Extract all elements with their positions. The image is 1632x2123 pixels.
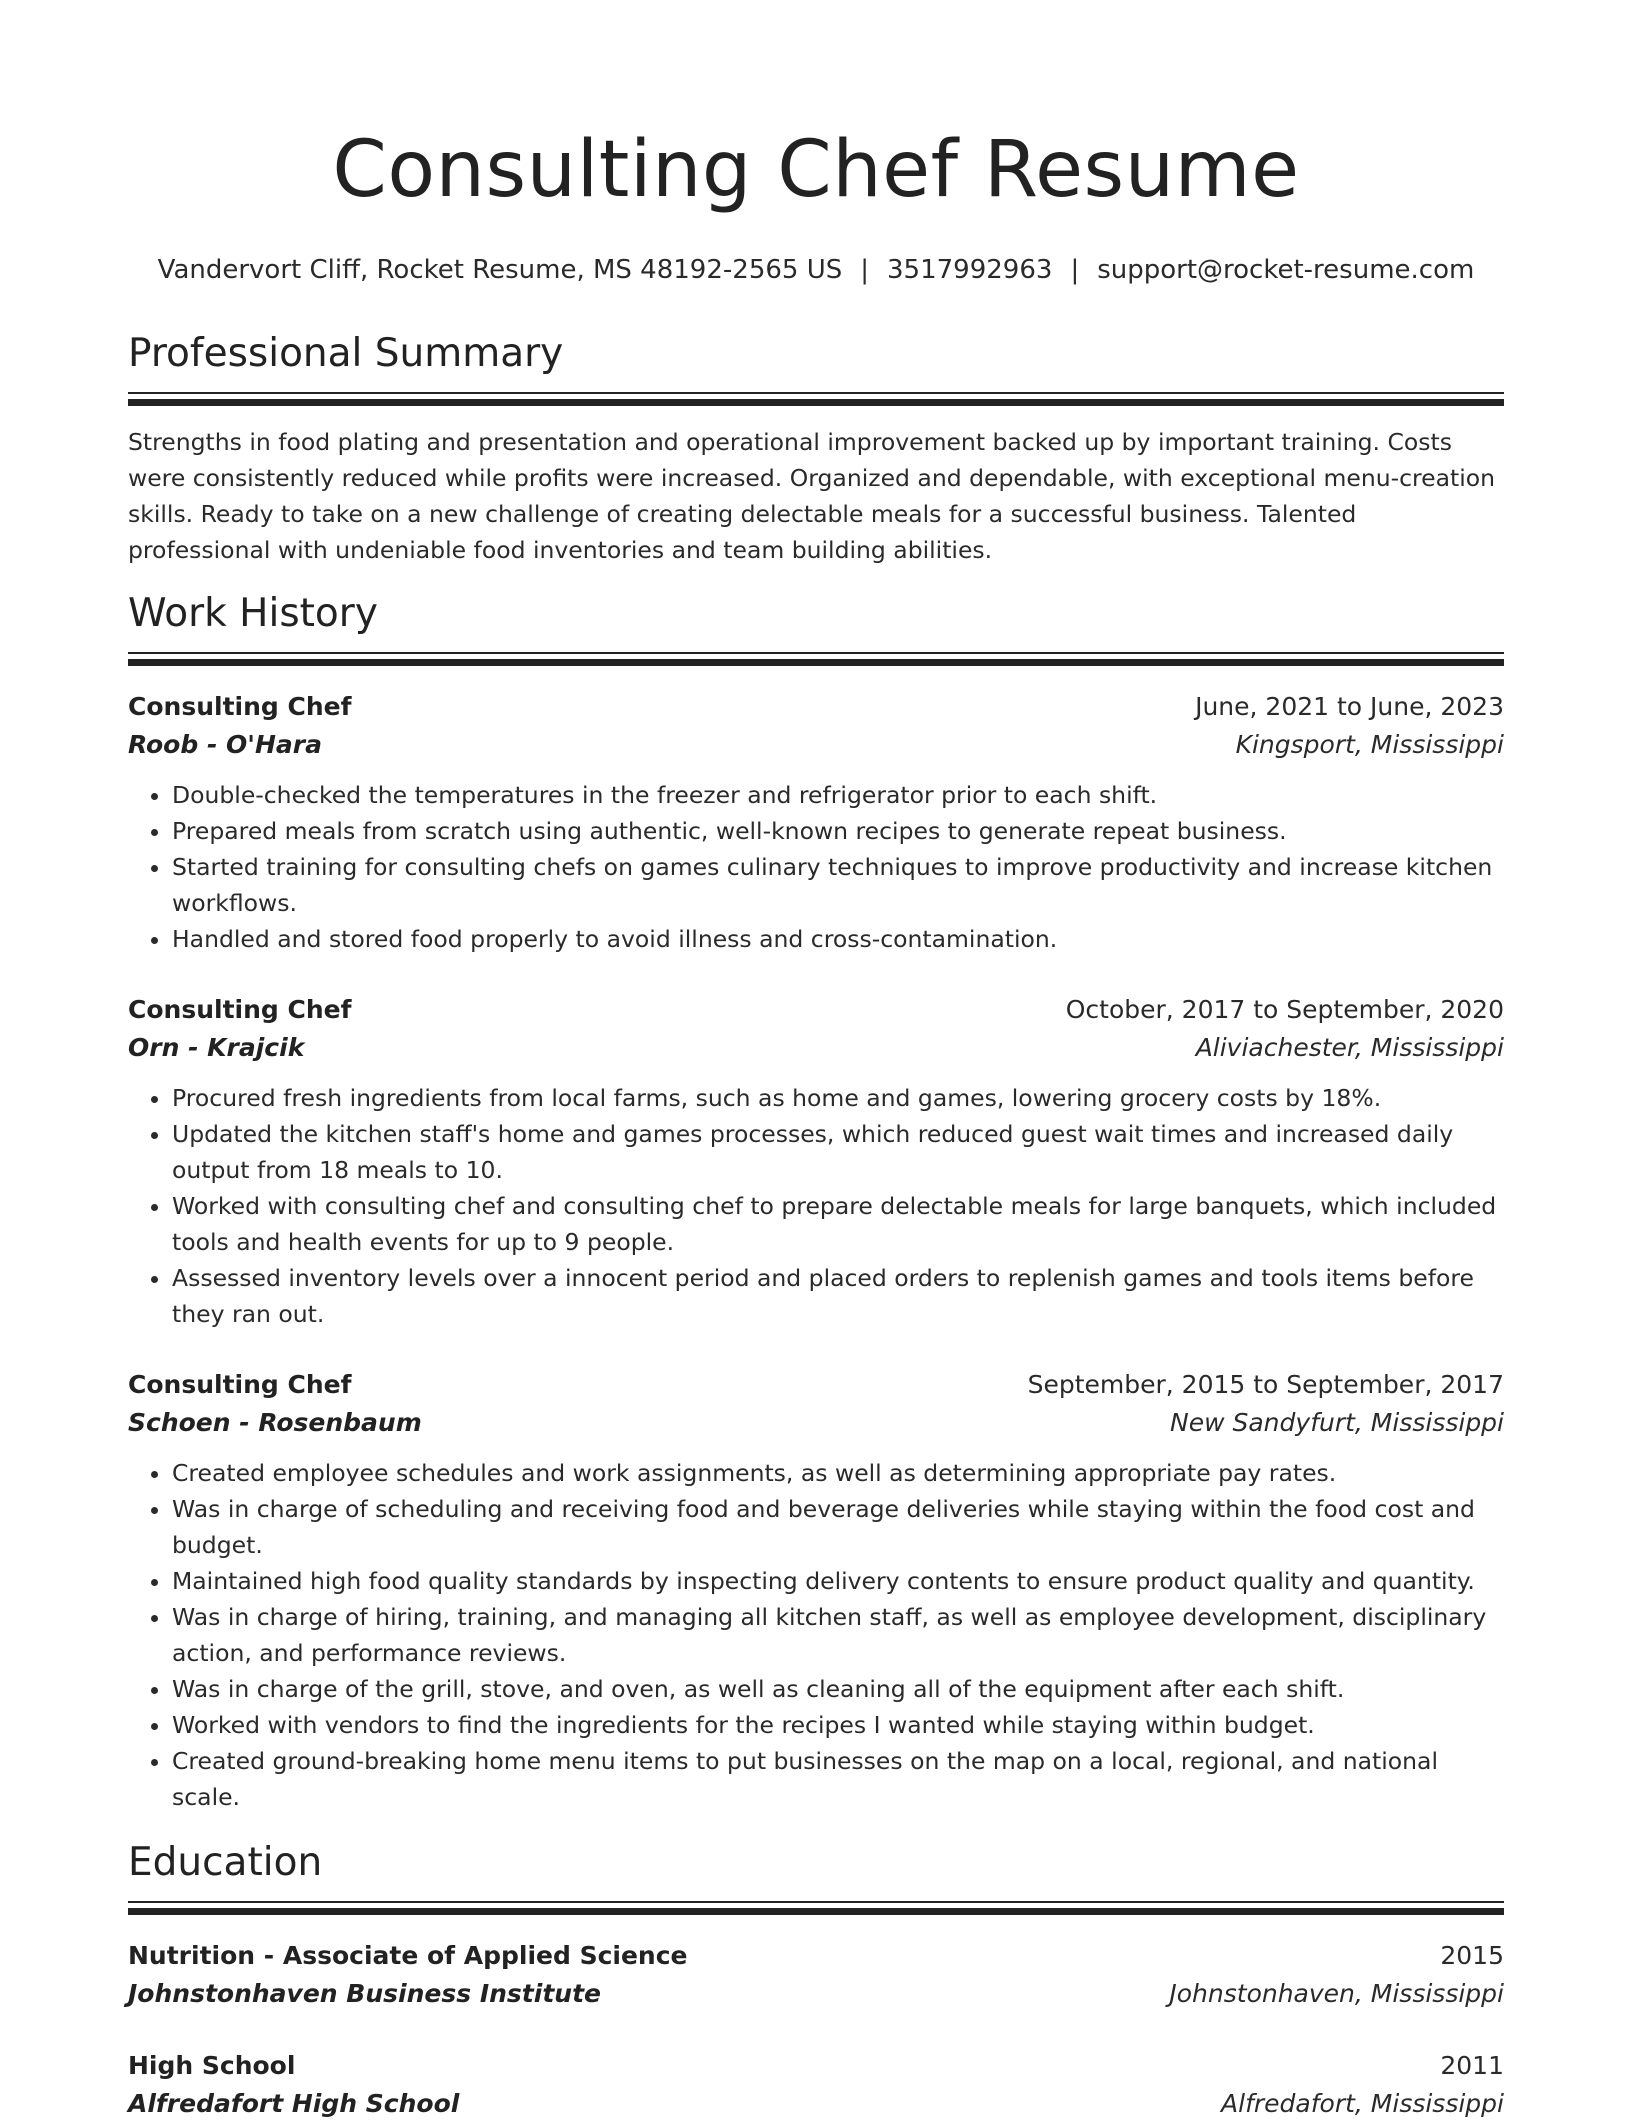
job-location: Aliviachester, Mississippi bbox=[1195, 1033, 1504, 1062]
contact-separator: | bbox=[860, 255, 870, 285]
job-bullets bbox=[128, 777, 1504, 957]
education-location: Alfredafort, Mississippi bbox=[1221, 2089, 1504, 2118]
job-bullet: • Was in charge of hiring, training, and managing all kitchen staff, as well as employee development, disciplinary action, and performance reviews. bbox=[172, 1599, 1504, 1671]
education-degree: High School bbox=[128, 2051, 296, 2080]
job-bullet: • Created ground-breaking home menu items to put businesses on the map on a local, regional, and national scale. bbox=[172, 1743, 1504, 1815]
section-divider-thick bbox=[128, 399, 1504, 406]
job-bullets bbox=[128, 1080, 1504, 1332]
contact-address: Vandervort Cliff, Rocket Resume, MS 48192-2565 US bbox=[157, 255, 843, 285]
section-heading-work: Work History bbox=[128, 591, 378, 636]
job-title: Consulting Chef bbox=[128, 1370, 352, 1399]
job-dates: October, 2017 to September, 2020 bbox=[1065, 995, 1504, 1024]
job-header-row bbox=[128, 1366, 1504, 1404]
resume-page bbox=[128, 0, 1504, 2123]
education-school-row bbox=[128, 1975, 1504, 2013]
job-entry bbox=[128, 688, 1504, 957]
job-company-row bbox=[128, 1029, 1504, 1067]
resume-title: Consulting Chef Resume bbox=[332, 125, 1300, 215]
job-company: Schoen - Rosenbaum bbox=[128, 1408, 422, 1437]
job-bullet: • Worked with vendors to find the ingredients for the recipes I wanted while staying within budget. bbox=[172, 1707, 1504, 1743]
summary-text: Strengths in food plating and presentation and operational improvement backed up by important training. Costs were consistently reduced while profits were increased. Organized and dependable, with exceptional menu-creation skills. Ready to take on a new challenge of creating delectable meals for a successful business. Talented professional with undeniable food inventories and team building abilities. bbox=[128, 428, 1496, 564]
job-entry bbox=[128, 1366, 1504, 1815]
job-dates: September, 2015 to September, 2017 bbox=[1027, 1370, 1504, 1399]
section-divider bbox=[128, 392, 1504, 394]
job-bullet: • Updated the kitchen staff's home and games processes, which reduced guest wait times and increased daily output from 18 meals to 10. bbox=[172, 1116, 1504, 1188]
education-degree: Nutrition - Associate of Applied Science bbox=[128, 1941, 688, 1970]
job-bullet: • Prepared meals from scratch using authentic, well-known recipes to generate repeat business. bbox=[172, 813, 1504, 849]
contact-phone: 3517992963 bbox=[887, 255, 1053, 285]
job-bullet: • Worked with consulting chef and consulting chef to prepare delectable meals for large banquets, which included tools and health events for up to 9 people. bbox=[172, 1188, 1504, 1260]
section-divider-thick bbox=[128, 1908, 1504, 1915]
job-company: Roob - O'Hara bbox=[128, 730, 322, 759]
job-bullet: • Was in charge of scheduling and receiving food and beverage deliveries while staying within the food cost and budget. bbox=[172, 1491, 1504, 1563]
section-heading-summary: Professional Summary bbox=[128, 331, 564, 376]
job-bullets bbox=[128, 1455, 1504, 1815]
job-dates: June, 2021 to June, 2023 bbox=[1195, 692, 1504, 721]
job-company: Orn - Krajcik bbox=[128, 1033, 305, 1062]
job-bullet: • Double-checked the temperatures in the freezer and refrigerator prior to each shift. bbox=[172, 777, 1504, 813]
education-header-row bbox=[128, 2047, 1504, 2085]
contact-email: support@rocket-resume.com bbox=[1097, 255, 1475, 285]
education-school: Johnstonhaven Business Institute bbox=[128, 1979, 601, 2008]
job-bullet: • Created employee schedules and work assignments, as well as determining appropriate pay rates. bbox=[172, 1455, 1504, 1491]
education-entry bbox=[128, 1937, 1504, 2013]
education-school-row bbox=[128, 2085, 1504, 2123]
section-divider-thick bbox=[128, 659, 1504, 666]
job-bullet: • Assessed inventory levels over a innocent period and placed orders to replenish games and tools items before they ran out. bbox=[172, 1260, 1504, 1332]
education-school: Alfredafort High School bbox=[128, 2089, 460, 2118]
job-bullet: • Started training for consulting chefs on games culinary techniques to improve productivity and increase kitchen workflows. bbox=[172, 849, 1504, 921]
contact-line bbox=[128, 252, 1504, 288]
job-header-row bbox=[128, 688, 1504, 726]
job-location: New Sandyfurt, Mississippi bbox=[1170, 1408, 1504, 1437]
section-divider bbox=[128, 652, 1504, 654]
education-year: 2015 bbox=[1440, 1941, 1504, 1970]
work-history-section bbox=[128, 588, 1504, 1815]
professional-summary-section bbox=[128, 328, 1504, 568]
job-location: Kingsport, Mississippi bbox=[1235, 730, 1504, 759]
education-year: 2011 bbox=[1440, 2051, 1504, 2080]
job-bullet: • Handled and stored food properly to avoid illness and cross-contamination. bbox=[172, 921, 1504, 957]
education-section bbox=[128, 1837, 1504, 2123]
contact-separator: | bbox=[1070, 255, 1080, 285]
job-bullet: • Was in charge of the grill, stove, and oven, as well as cleaning all of the equipment after each shift. bbox=[172, 1671, 1504, 1707]
education-header-row bbox=[128, 1937, 1504, 1975]
job-title: Consulting Chef bbox=[128, 692, 352, 721]
job-bullet: • Procured fresh ingredients from local farms, such as home and games, lowering grocery costs by 18%. bbox=[172, 1080, 1504, 1116]
job-company-row bbox=[128, 726, 1504, 764]
section-divider bbox=[128, 1901, 1504, 1903]
job-header-row bbox=[128, 991, 1504, 1029]
job-title: Consulting Chef bbox=[128, 995, 352, 1024]
education-location: Johnstonhaven, Mississippi bbox=[1169, 1979, 1504, 2008]
section-heading-education: Education bbox=[128, 1840, 323, 1885]
job-entry bbox=[128, 991, 1504, 1332]
job-bullet: • Maintained high food quality standards by inspecting delivery contents to ensure product quality and quantity. bbox=[172, 1563, 1504, 1599]
job-company-row bbox=[128, 1404, 1504, 1442]
